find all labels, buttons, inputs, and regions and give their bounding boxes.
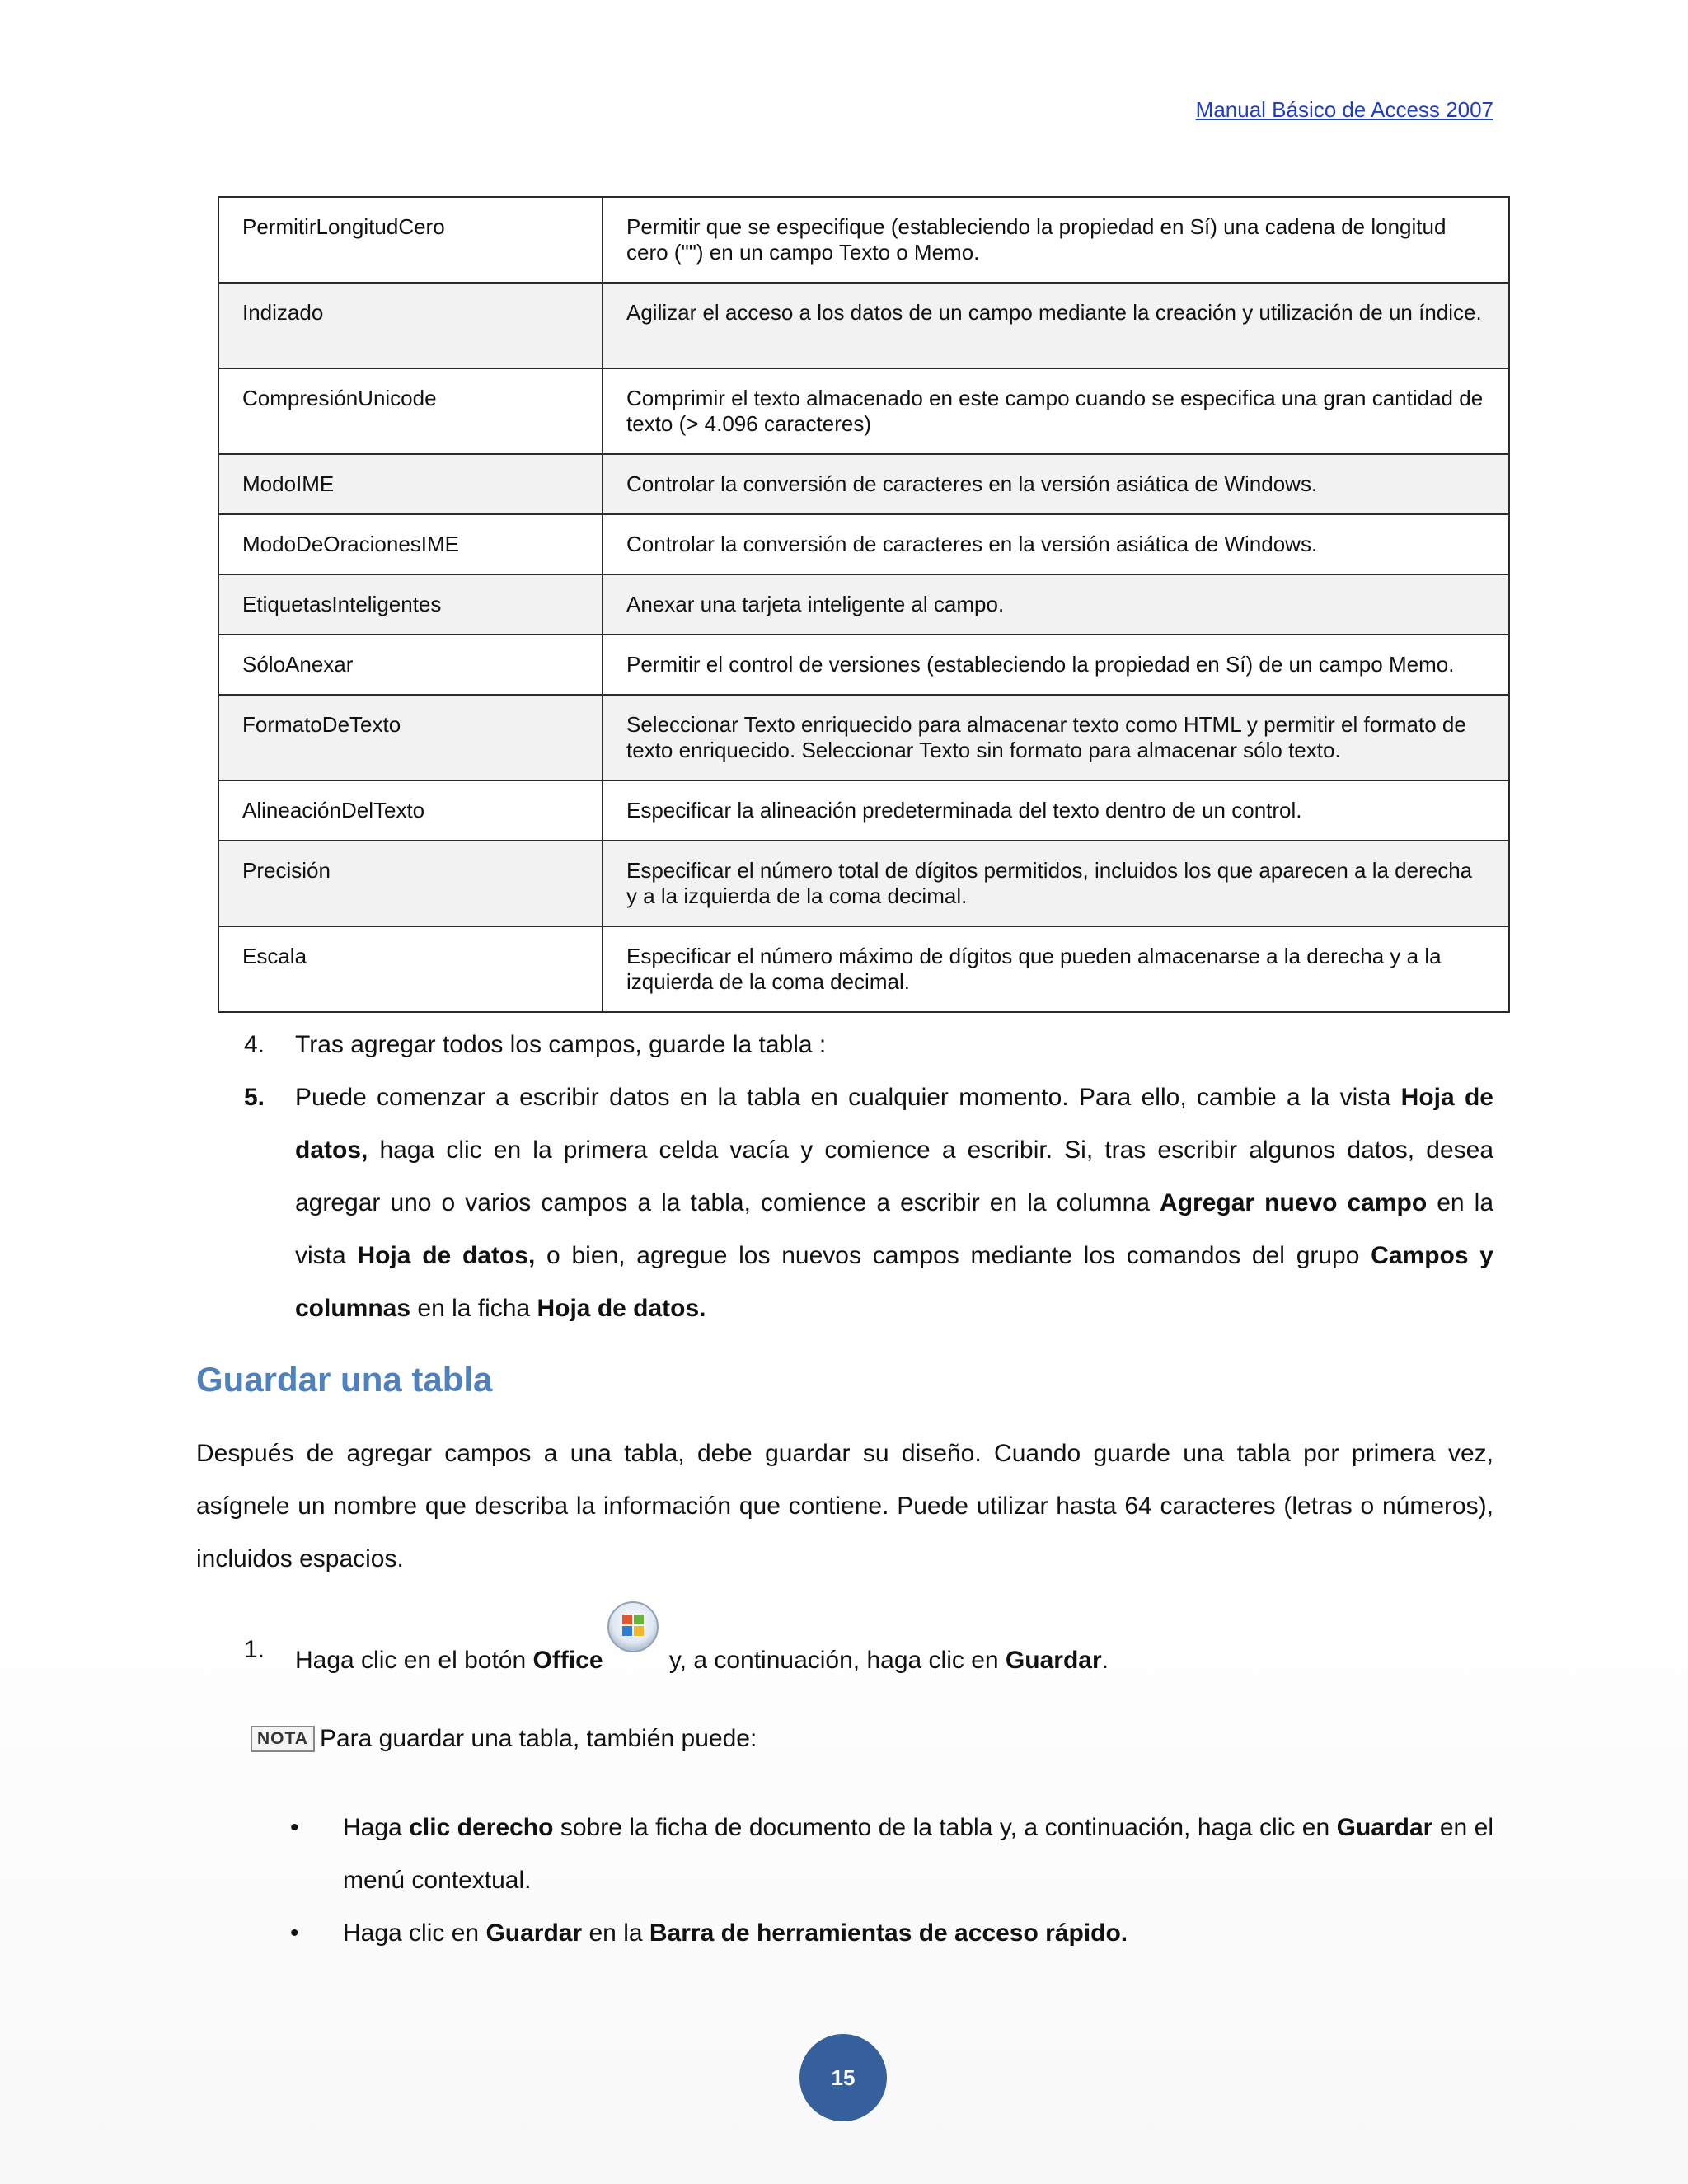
table-row (218, 780, 1509, 841)
step-bold-run: Agregar nuevo campo (1160, 1189, 1428, 1216)
table-row (218, 574, 1509, 635)
property-name: CompresiónUnicode (218, 368, 603, 454)
step-number: 1. (244, 1636, 265, 1663)
step-number: 5. (244, 1084, 265, 1111)
list-item (290, 1907, 1493, 1960)
step-bold-run: Office (532, 1647, 603, 1674)
step-number: 4. (244, 1031, 265, 1058)
section-paragraph: Después de agregar campos a una tabla, debe guardar su diseño. Cuando guarde una tabla por primera vez, asígnele un nombre que describa la información que contiene. Puede utilizar hasta 64 caracteres (letras o números), incluidos espacios. (196, 1440, 1493, 1572)
property-description: Seleccionar Texto enriquecido para almacenar texto como HTML y permitir el formato de texto enriquecido. Seleccionar Texto sin formato para almacenar sólo texto. (603, 695, 1509, 780)
step-text-run: en la ficha (410, 1295, 537, 1322)
table-row (218, 197, 1509, 283)
bullet-text-run: en la (582, 1919, 649, 1947)
office-button-icon[interactable] (607, 1601, 659, 1653)
property-description: Controlar la conversión de caracteres en la versión asiática de Windows. (603, 454, 1509, 514)
bullet-dot-icon: • (290, 1814, 299, 1841)
table-row (218, 695, 1509, 780)
property-description: Controlar la conversión de caracteres en la versión asiática de Windows. (603, 514, 1509, 574)
step-5 (244, 1071, 1493, 1335)
table-row (218, 841, 1509, 926)
bullet-bold-run: Guardar (485, 1919, 583, 1947)
page-number-badge: 15 (799, 2034, 887, 2121)
step-text (295, 1071, 1493, 1335)
step-bold-run: Guardar (1005, 1647, 1102, 1674)
property-description: Comprimir el texto almacenado en este campo cuando se especifica una gran cantidad de texto (> 4.096 caracteres) (603, 368, 1509, 454)
property-description: Especificar el número máximo de dígitos que pueden almacenarse a la derecha y a la izquierda de la coma decimal. (603, 926, 1509, 1012)
step-bold-run: Hoja de datos, (357, 1242, 536, 1269)
step-text-run: y, a continuación, haga clic en (662, 1647, 1006, 1674)
table-row (218, 926, 1509, 1012)
step-bold-run: Hoja de datos. (537, 1295, 706, 1322)
property-description: Especificar la alineación predeterminada del texto dentro de un control. (603, 780, 1509, 841)
property-name: FormatoDeTexto (218, 695, 603, 780)
list-item (290, 1802, 1493, 1907)
property-name: Indizado (218, 283, 603, 368)
field-properties-table (218, 196, 1510, 1013)
table-row (218, 368, 1509, 454)
property-name: AlineaciónDelTexto (218, 780, 603, 841)
bullet-text-run: sobre la ficha de documento de la tabla y, a continuación, haga clic en (553, 1814, 1337, 1841)
note-text: Para guardar una tabla, también puede: (319, 1725, 757, 1752)
manual-title-link[interactable]: Manual Básico de Access 2007 (1195, 97, 1493, 122)
bullet-bold-run: Barra de herramientas de acceso rápido. (649, 1919, 1128, 1947)
table-row (218, 635, 1509, 695)
step-text (295, 1624, 1493, 1687)
table-row (218, 514, 1509, 574)
property-name: SóloAnexar (218, 635, 603, 695)
save-step-1 (244, 1624, 1493, 1687)
property-name: PermitirLongitudCero (218, 197, 603, 283)
section-heading: Guardar una tabla (196, 1360, 493, 1399)
table-row (218, 454, 1509, 514)
step-text: Tras agregar todos los campos, guarde la tabla : (295, 1031, 827, 1058)
step-bold-run: Hoja de datos, (295, 1084, 1493, 1164)
property-name: Escala (218, 926, 603, 1012)
property-name: ModoDeOracionesIME (218, 514, 603, 574)
step-text-run: . (1101, 1647, 1109, 1674)
step-text-run: Haga clic en el botón (295, 1647, 533, 1674)
property-description: Permitir el control de versiones (estableciendo la propiedad en Sí) de un campo Memo. (603, 635, 1509, 695)
bullet-bold-run: clic derecho (409, 1814, 554, 1841)
note (251, 1722, 757, 1755)
step-bold-run: Campos y columnas (295, 1242, 1493, 1322)
bullet-bold-run: Guardar (1336, 1814, 1433, 1841)
bullet-dot-icon: • (290, 1919, 299, 1947)
note-badge: NOTA (251, 1726, 315, 1752)
bullet-text-run: en el menú contextual. (343, 1814, 1493, 1894)
bullet-text-run: Haga (343, 1814, 410, 1841)
property-name: ModoIME (218, 454, 603, 514)
property-description: Especificar el número total de dígitos permitidos, incluidos los que aparecen a la derecha y a la izquierda de la coma decimal. (603, 841, 1509, 926)
property-name: Precisión (218, 841, 603, 926)
property-description: Agilizar el acceso a los datos de un campo mediante la creación y utilización de un índice. (603, 283, 1509, 368)
step-4 (244, 1019, 1493, 1071)
property-description: Permitir que se especifique (estableciendo la propiedad en Sí) una cadena de longitud cero ("") en un campo Texto o Memo. (603, 197, 1509, 283)
property-description: Anexar una tarjeta inteligente al campo. (603, 574, 1509, 635)
step-text-run: Puede comenzar a escribir datos en la tabla en cualquier momento. Para ello, cambie a la vista (295, 1084, 1401, 1111)
step-text-run: haga clic en la primera celda vacía y comience a escribir. Si, tras escribir algunos datos, desea agregar uno o varios campos a la tabla, comience a escribir en la columna (295, 1137, 1493, 1216)
bullet-text-run: Haga clic en (343, 1919, 486, 1947)
step-text-run: o bien, agregue los nuevos campos mediante los comandos del grupo (535, 1242, 1372, 1269)
table-row (218, 283, 1509, 368)
property-name: EtiquetasInteligentes (218, 574, 603, 635)
save-alternatives-list (290, 1802, 1493, 1960)
step-text-run: en la vista (295, 1189, 1493, 1269)
